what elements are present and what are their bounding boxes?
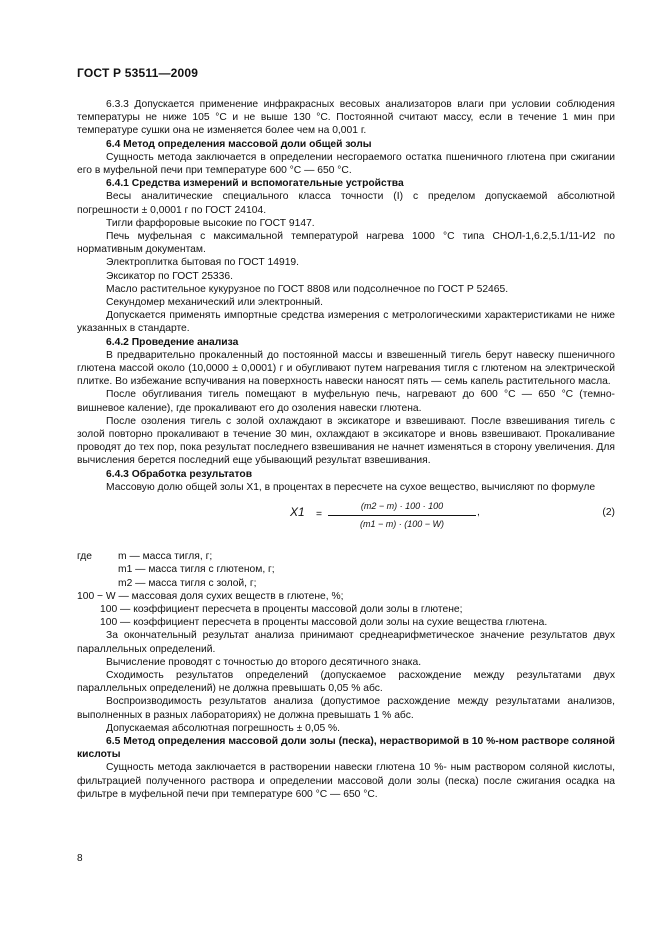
legend-text: m2 — масса тигля с золой, г; [118, 577, 257, 589]
paragraph: Электроплитка бытовая по ГОСТ 14919. [106, 257, 300, 269]
paragraph: Эксикатор по ГОСТ 25336. [106, 270, 233, 282]
paragraph: Тигли фарфоровые высокие по ГОСТ 9147. [106, 217, 315, 229]
legend-text: m — масса тигля, г; [118, 551, 213, 563]
legend-text: 100 — коэффициент пересчета в проценты массовой доли золы на сухие вещества глютена. [100, 617, 548, 629]
paragraph: Допускаемая абсолютная погрешность ± 0,05 %. [106, 722, 341, 734]
legend-prefix: где [77, 551, 93, 563]
paragraph: Сущность метода заключается в определении несгораемого остатка пшеничного глютена при сжигании его в муфельной печи при температуре 600 °С — 650 °С. [77, 151, 615, 177]
variable-legend [77, 550, 615, 629]
paragraph: Воспроизводимость результатов анализа (допустимое расхождение между результатами анализов, выполненных в разных лабораториях) не должна превышать 1 % абс. [77, 696, 615, 721]
formula-number: (2) [602, 507, 615, 519]
formula [77, 500, 615, 542]
section-heading: 6.4.2 Проведение анализа [106, 336, 239, 348]
legend-row [77, 616, 615, 629]
paragraph: Весы аналитические специального класса точности (I) с пределом допускаемой абсолютной погрешности ± 0,0001 г по ГОСТ 24104. [77, 191, 615, 216]
paragraph: Сущность метода заключается в растворении навески глютена 10 %- ным раствором соляной кислоты, фильтрацией полученного раствора и определении массовой доли золы (песка) после сжигания осадка на фильтре в муфельной печи при температуре 600 °С — 650 °С. [77, 762, 615, 800]
paragraph: За окончательный результат анализа принимают среднеарифметическое значение результатов двух параллельных определений. [77, 630, 615, 655]
legend-row [77, 577, 615, 590]
document-header: ГОСТ Р 53511—2009 [77, 66, 199, 80]
paragraph: 6.3.3 Допускается применение инфракрасных весовых анализаторов влаги при условии соблюдения температуры не ниже 105 °С и не выше 130 °С. Постоянной считают массу, если в течение 1 мин при температуре сушки она не изменяется более чем на 0,001 г. [77, 99, 615, 137]
paragraph: Вычисление проводят с точностью до второго десятичного знака. [106, 656, 422, 668]
legend-text: 100 − W — массовая доля сухих веществ в глютене, %; [77, 590, 344, 602]
paragraph: После обугливания тигель помещают в муфельную печь, нагревают до 600 °С — 650 °С (темно-вишневое каление), где прокаливают его до озоления навески глютена. [77, 389, 615, 414]
paragraph: Печь муфельная с максимальной температурой нагрева 1000 °С типа СНОЛ-1,6.2,5.1/11-И2 по нормативным документам. [77, 231, 615, 256]
section-heading: 6.4.1 Средства измерений и вспомогательные устройства [106, 178, 404, 190]
formula-comma: , [477, 507, 480, 519]
legend-row [77, 603, 615, 616]
section-heading: 6.5 Метод определения массовой доли золы (песка), нерастворимой в 10 %-ном растворе соляной кислоты [77, 735, 615, 761]
section-heading: 6.4 Метод определения массовой доли общей золы [106, 138, 372, 150]
paragraph: Допускается применять импортные средства измерения с метрологическими характеристиками не ниже указанных в стандарте. [77, 310, 615, 335]
paragraph: В предварительно прокаленный до постоянной массы и взвешенный тигель берут навеску пшеничного глютена массой около (10,0000 ± 0,0001) г и обугливают путем нагревания тигля с глютеном на электрической плитке. Во избежание вспучивания на поверхность навески наносят пять — семь капель растительного масла. [77, 349, 615, 388]
paragraph: Секундомер механический или электронный. [106, 297, 323, 309]
formula-denominator: (m1 − m) · (100 − W) [359, 519, 444, 530]
paragraph: Массовую долю общей золы X1, в процентах в пересчете на сухое вещество, вычисляют по формуле [106, 481, 596, 493]
formula-numerator: (m2 − m) · 100 · 100 [360, 501, 444, 512]
legend-row [77, 550, 615, 563]
formula-fraction [328, 500, 476, 531]
paragraph: Масло растительное кукурузное по ГОСТ 8808 или подсолнечное по ГОСТ Р 52465. [106, 283, 509, 295]
formula-lhs: X1 [290, 505, 305, 520]
document-body [77, 98, 615, 801]
formula-equals: = [316, 509, 323, 521]
legend-text: m1 — масса тигля с глютеном, г; [118, 564, 275, 576]
legend-text: 100 — коэффициент пересчета в проценты массовой доли золы в глютене; [100, 603, 463, 615]
paragraph: Сходимость результатов определений (допускаемое расхождение между результатами двух параллельных определений) не должна превышать 0,05 % абс. [77, 669, 615, 695]
legend-row [77, 563, 615, 576]
section-heading: 6.4.3 Обработка результатов [106, 468, 253, 480]
page-number: 8 [77, 853, 83, 864]
legend-row [77, 590, 615, 603]
paragraph: После озоления тигель с золой охлаждают в эксикаторе и взвешивают. После взвешивания тигель с золой повторно прокаливают в течение 30 мин, охлаждают в эксикаторе и вновь взвешивают. Прокаливание проводят до тех пор, пока результат последнего взвешивания не начнет изменяться в сторону увеличения. Для вычисления берется последний еще убывающий результат взвешивания. [77, 415, 615, 467]
